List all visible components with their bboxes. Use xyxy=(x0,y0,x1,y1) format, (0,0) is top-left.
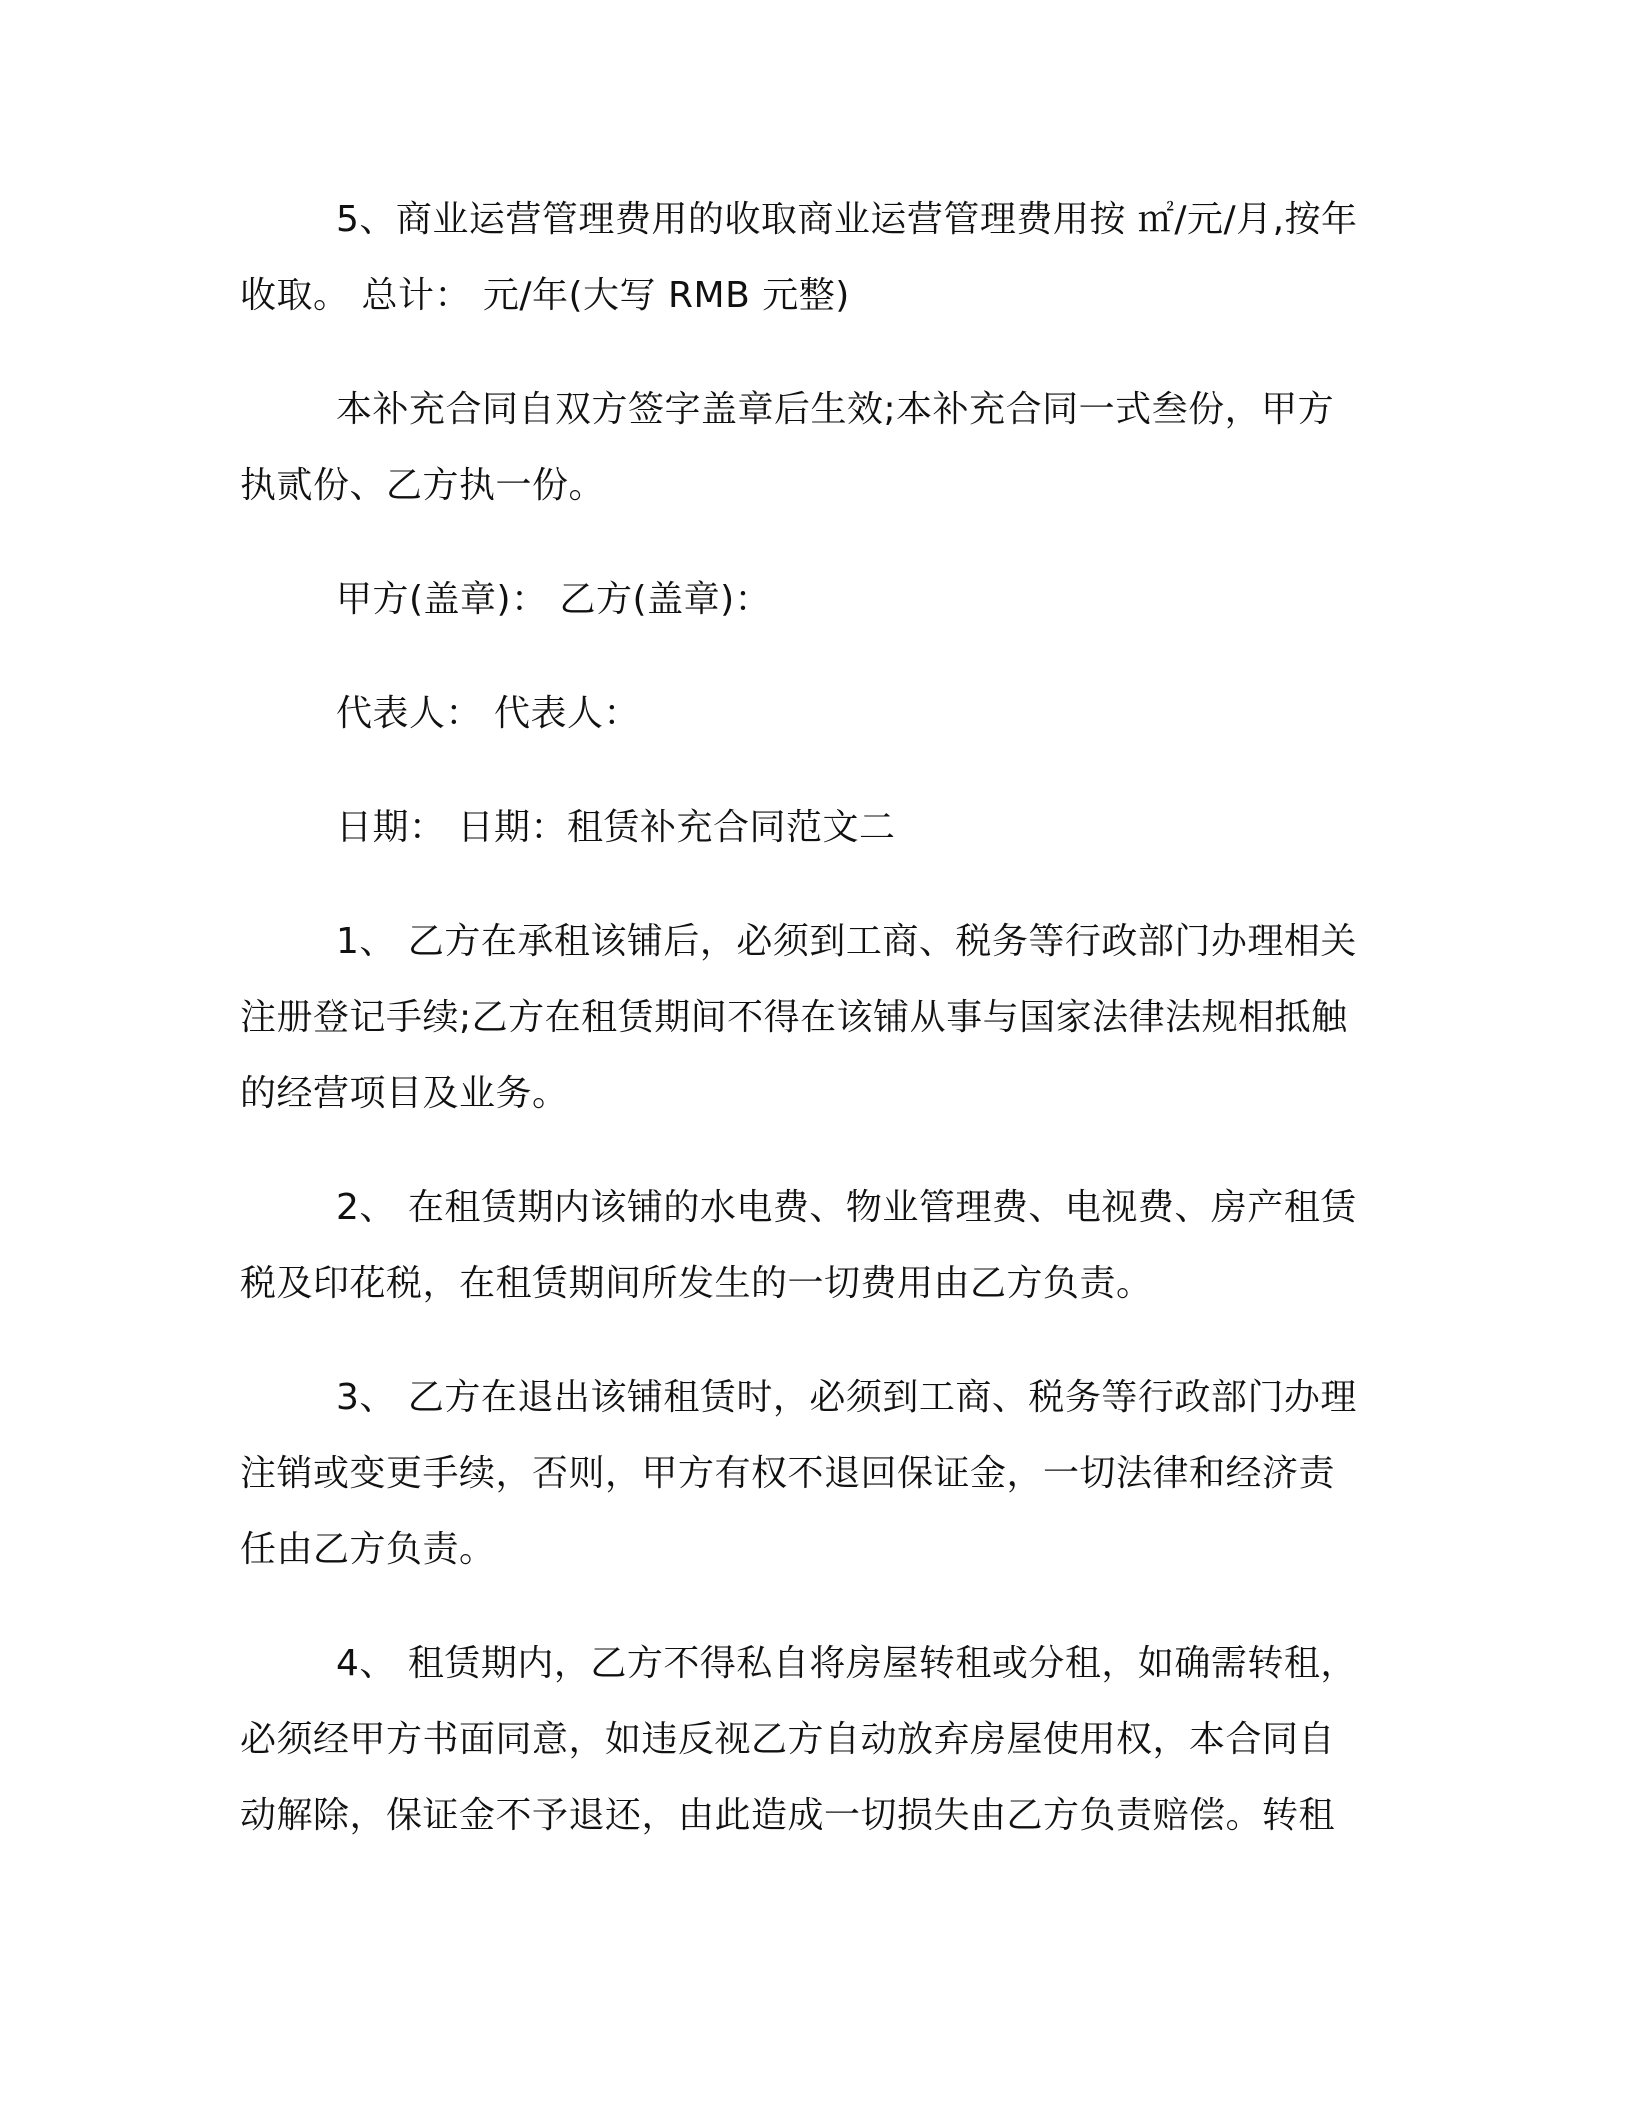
paragraph-clause-2 xyxy=(240,1170,1372,1322)
text-line: 税及印花税，在租赁期间所发生的一切费用由乙方负责。 xyxy=(240,1263,1153,1304)
document-page xyxy=(240,182,1372,1892)
text-line: 注销或变更手续，否则，甲方有权不退回保证金，一切法律和经济责 xyxy=(240,1453,1336,1494)
paragraph-clause-1 xyxy=(240,904,1372,1132)
text-line: 执贰份、乙方执一份。 xyxy=(240,465,606,506)
text-line: 任由乙方负责。 xyxy=(240,1529,496,1570)
text-line: 日期： 日期：租赁补充合同范文二 xyxy=(336,807,896,848)
paragraph-seal-line xyxy=(240,562,1372,638)
paragraph-clause-4 xyxy=(240,1626,1372,1854)
text-line: 收取。 总计： 元/年(大写 RMB 元整) xyxy=(240,275,850,316)
text-line: 必须经甲方书面同意，如违反视乙方自动放弃房屋使用权，本合同自 xyxy=(240,1719,1336,1760)
paragraph-clause-3 xyxy=(240,1360,1372,1588)
text-line: 本补充合同自双方签字盖章后生效;本补充合同一式叁份，甲方 xyxy=(336,389,1335,430)
text-line: 2、 在租赁期内该铺的水电费、物业管理费、电视费、房产租赁 xyxy=(336,1187,1357,1228)
text-line: 动解除，保证金不予退还，由此造成一切损失由乙方负责赔偿。转租 xyxy=(240,1795,1336,1836)
text-line: 1、 乙方在承租该铺后，必须到工商、税务等行政部门办理相关 xyxy=(336,921,1357,962)
paragraph-date-line xyxy=(240,790,1372,866)
paragraph-representative-line xyxy=(240,676,1372,752)
text-line: 代表人： 代表人： xyxy=(336,693,640,734)
text-line: 5、商业运营管理费用的收取商业运营管理费用按 ㎡/元/月,按年 xyxy=(336,199,1358,240)
text-line: 甲方(盖章)： 乙方(盖章)： xyxy=(336,579,772,620)
paragraph-management-fee xyxy=(240,182,1372,334)
text-line: 注册登记手续;乙方在租赁期间不得在该铺从事与国家法律法规相抵触 xyxy=(240,997,1348,1038)
paragraph-effective-clause xyxy=(240,372,1372,524)
text-line: 的经营项目及业务。 xyxy=(240,1073,569,1114)
text-line: 3、 乙方在退出该铺租赁时，必须到工商、税务等行政部门办理 xyxy=(336,1377,1357,1418)
text-line: 4、 租赁期内，乙方不得私自将房屋转租或分租，如确需转租， xyxy=(336,1643,1357,1684)
